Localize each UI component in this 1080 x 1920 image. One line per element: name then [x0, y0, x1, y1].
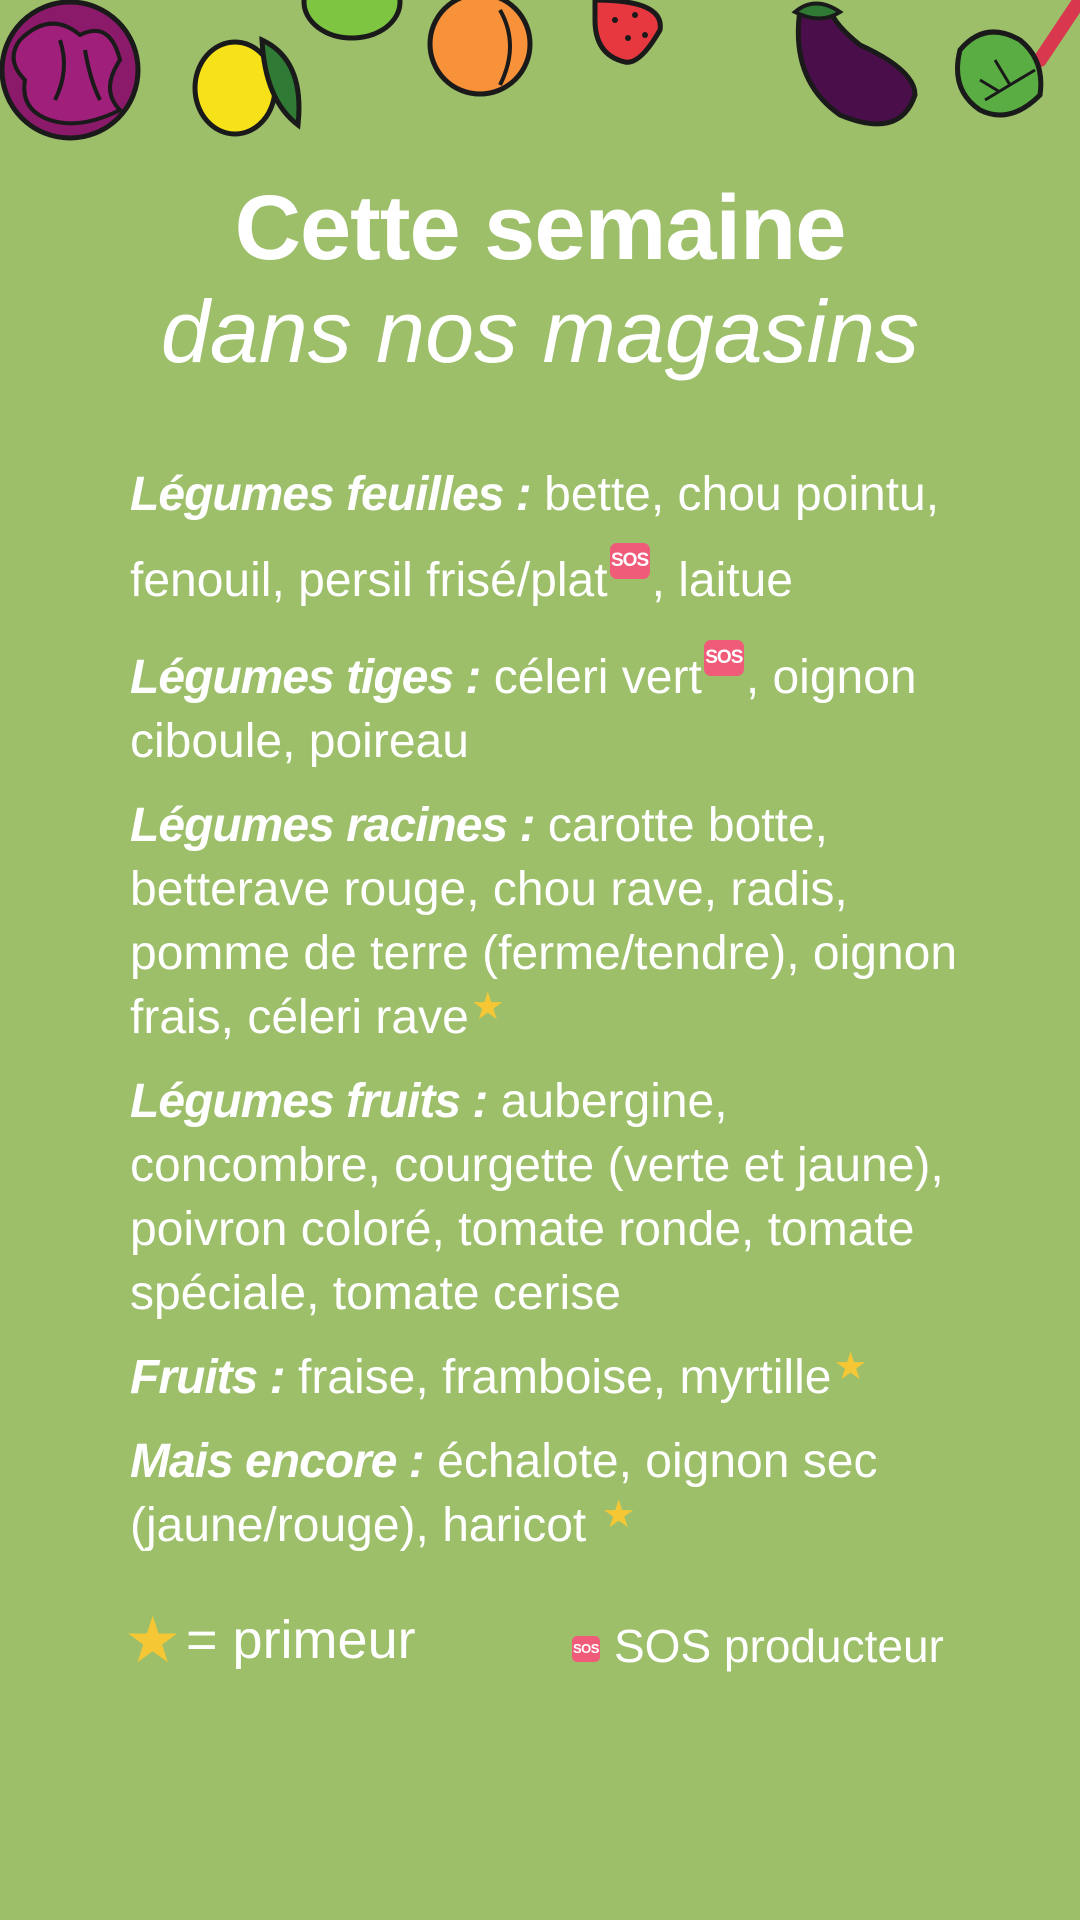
eggplant-icon [795, 4, 915, 124]
section-label: Légumes feuilles : [130, 468, 531, 521]
sos-badge: SOS [704, 640, 744, 676]
section-items: bette, chou pointu, fenouil, persil frisé/plat [130, 468, 940, 607]
legend-primeur-label: = primeur [186, 1610, 416, 1670]
section-items: fraise, framboise, myrtille [284, 1351, 832, 1404]
page-subtitle: dans nos magasins [160, 282, 920, 381]
apricot-icon [430, 0, 530, 94]
section-legumes-feuilles [130, 452, 990, 624]
sos-badge: SOS [610, 543, 650, 579]
section-mais-encore [130, 1430, 990, 1561]
section-fruits [130, 1346, 990, 1413]
section-legumes-fruits [130, 1070, 990, 1326]
section-items: céleri vert [480, 651, 702, 704]
section-items-end: , laitue [651, 554, 793, 607]
page-title: Cette semaine [234, 177, 846, 279]
section-label: Légumes tiges : [130, 651, 481, 704]
primeur-star-icon: ★ [833, 1346, 868, 1388]
chard-icon [958, 0, 1080, 115]
section-label: Fruits : [130, 1351, 285, 1404]
strawberry-icon [595, 0, 660, 62]
primeur-star-icon: ★ [470, 986, 505, 1028]
red-cabbage-icon [2, 2, 138, 138]
primeur-star-icon: ★ [601, 1494, 636, 1536]
section-legumes-tiges [130, 646, 990, 774]
legend-star-icon: ★ [124, 1604, 182, 1676]
lemon-icon [195, 40, 299, 134]
section-items: échalote, oignon sec (jaune/rouge), haricot [130, 1435, 878, 1552]
section-label: Légumes racines : [130, 799, 535, 852]
section-label: Légumes fruits : [130, 1075, 488, 1128]
section-label: Mais encore : [130, 1435, 424, 1488]
legend-sos-label: SOS producteur [614, 1620, 944, 1672]
section-items: aubergine, concombre, courgette (verte et jaune), poivron coloré, tomate ronde, tomate spéciale, tomate cerise [130, 1075, 944, 1320]
section-items: carotte botte, betterave rouge, chou rave, radis, pomme de terre (ferme/tendre), oignon frais, céleri rave [130, 799, 958, 1044]
section-legumes-racines [130, 794, 990, 1053]
legend-sos-badge: SOS [572, 1636, 600, 1662]
green-apple-icon [304, 0, 400, 38]
vegetable-illustrations [0, 0, 1080, 150]
section-items-end: , oignon ciboule, poireau [130, 651, 917, 768]
